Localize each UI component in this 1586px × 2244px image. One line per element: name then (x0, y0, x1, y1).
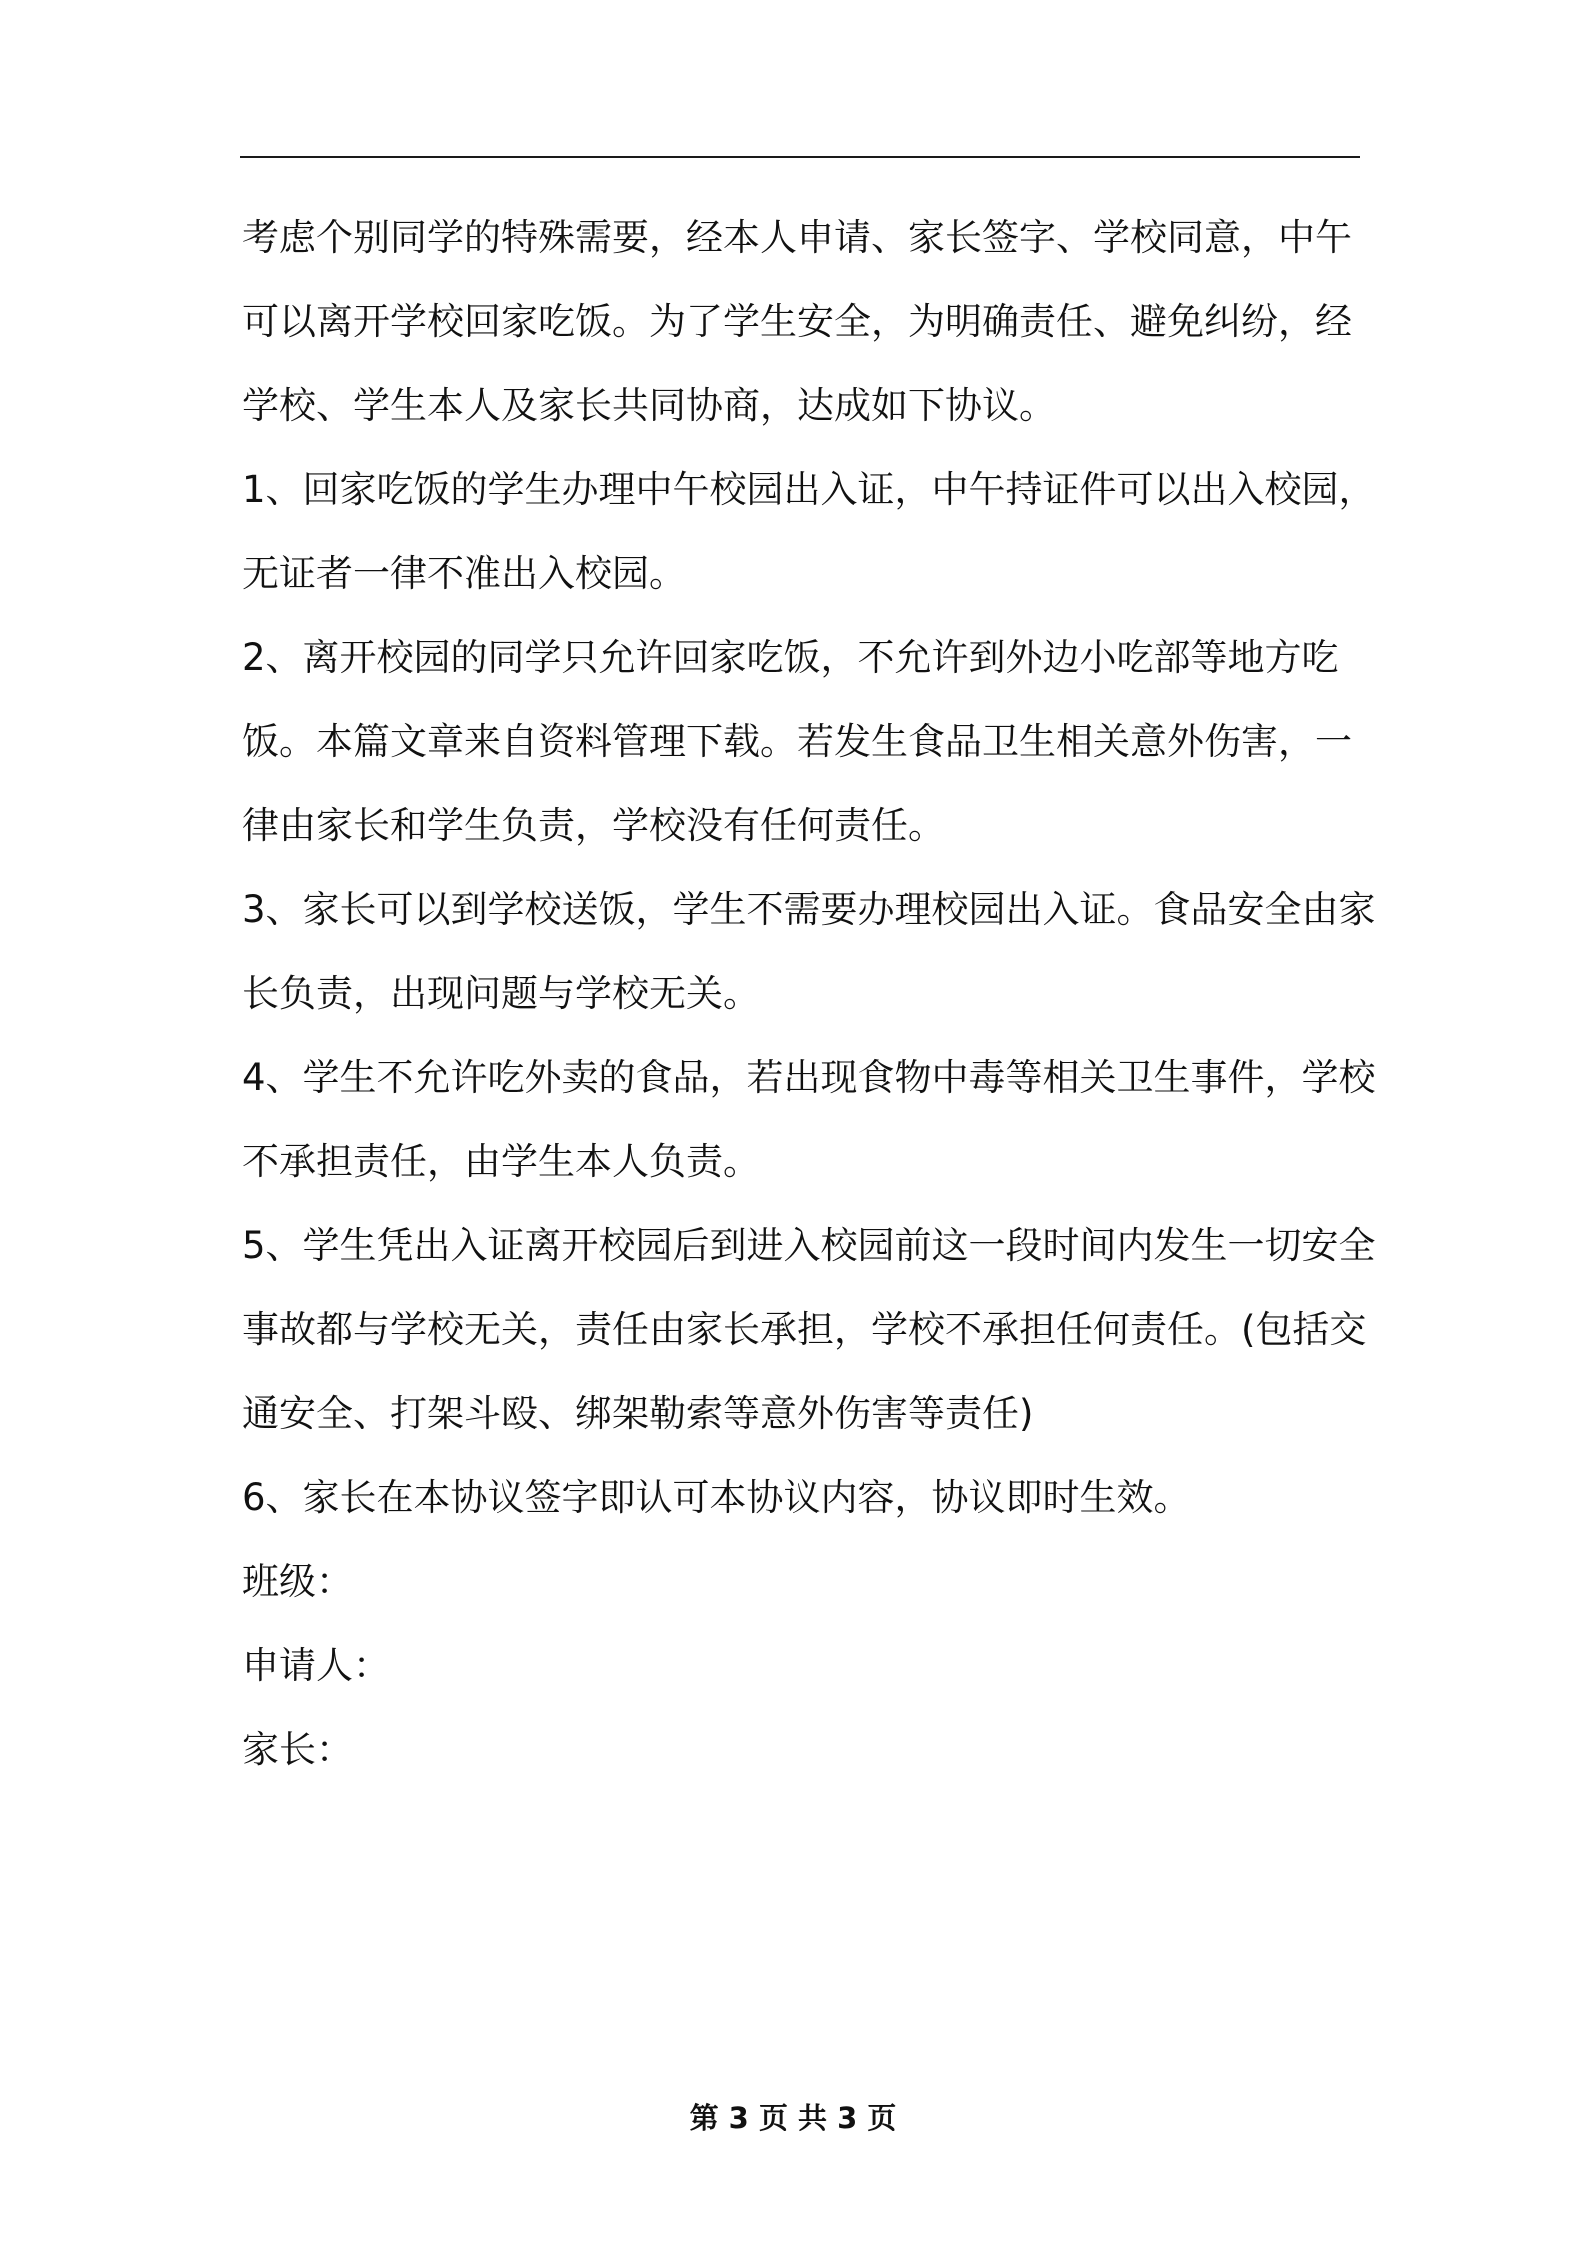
agreement-item-1: 1、回家吃饭的学生办理中午校园出入证，中午持证件可以出入校园，无证者一律不准出入校园。 (242, 468, 1376, 595)
agreement-item-2: 2、离开校园的同学只允许回家吃饭，不允许到外边小吃部等地方吃饭。本篇文章来自资料管理下载。若发生食品卫生相关意外伤害，一律由家长和学生负责，学校没有任何责任。 (242, 636, 1352, 847)
header-divider (240, 156, 1360, 158)
class-field-label: 班级： (242, 1560, 353, 1603)
agreement-item-4: 4、学生不允许吃外卖的食品，若出现食物中毒等相关卫生事件，学校不承担责任，由学生本人负责。 (242, 1056, 1376, 1183)
agreement-item-3: 3、家长可以到学校送饭，学生不需要办理校园出入证。食品安全由家长负责，出现问题与学校无关。 (242, 888, 1376, 1015)
applicant-field-label: 申请人： (242, 1644, 390, 1687)
agreement-item-5: 5、学生凭出入证离开校园后到进入校园前这一段时间内发生一切安全事故都与学校无关，责任由家长承担，学校不承担任何责任。(包括交通安全、打架斗殴、绑架勒索等意外伤害等责任) (242, 1224, 1376, 1435)
agreement-item-6: 6、家长在本协议签字即认可本协议内容，协议即时生效。 (242, 1476, 1191, 1519)
intro-paragraph: 考虑个别同学的特殊需要，经本人申请、家长签字、学校同意，中午可以离开学校回家吃饭。为了学生安全，为明确责任、避免纠纷，经学校、学生本人及家长共同协商，达成如下协议。 (242, 216, 1352, 427)
document-body (242, 196, 1377, 1792)
parent-field-label: 家长： (242, 1728, 353, 1771)
page-number-footer: 第 3 页 共 3 页 (689, 2101, 897, 2135)
